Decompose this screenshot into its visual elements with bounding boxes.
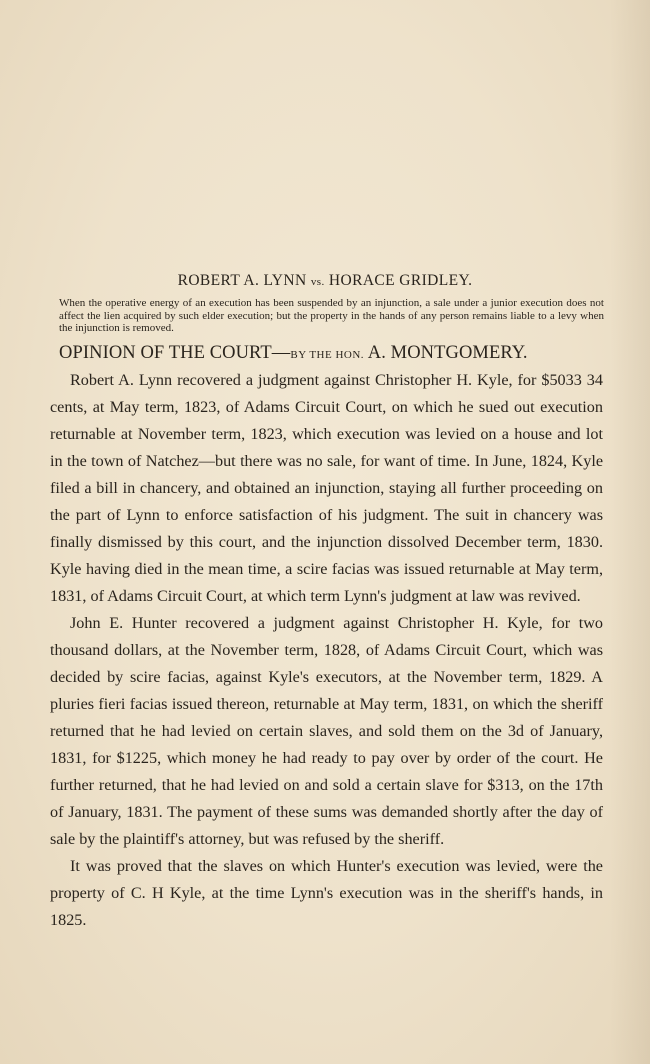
case-title-defendant: HORACE GRIDLEY. [328,272,473,289]
case-title-vs: vs. [310,276,325,288]
headnote: When the operative energy of an execution has been suspended by an injunction, a sale under a junior execution does not affect the lien acquired by such elder execution; but the property in the hands of any person remains liable to a levy when the injunction is removed. [59,297,604,334]
opinion-heading-judge: A. MONTGOMERY. [364,343,528,363]
paragraph: Robert A. Lynn recovered a judgment against Christopher H. Kyle, for $5033 34 cents, at May term, 1823, of Adams Circuit Court, on which he sued out execution returnable at November term, 1823, which execution was levied on a house and lot in the town of Natchez—but there was no sale, for want of time. In June, 1824, Kyle filed a bill in chancery, and obtained an injunction, staying all further proceeding on the part of Lynn to enforce satisfaction of his judgment. The suit in chancery was finally dismissed by this court, and the injunction dissolved December term, 1830. Kyle having died in the mean time, a scire facias was issued returnable at May term, 1831, of Adams Circuit Court, at which term Lynn's judgment at law was revived. [50,371,603,605]
opinion-heading-by: BY THE HON. [290,349,365,361]
opinion-body [50,367,603,934]
case-title-plaintiff: ROBERT A. LYNN [177,272,307,289]
paragraph: It was proved that the slaves on which Hunter's execution was levied, were the property of C. H Kyle, at the time Lynn's execution was in the sheriff's hands, in 1825. [50,857,603,929]
opinion-heading-main: OPINION OF THE COURT— [59,343,291,363]
opinion-heading [59,343,604,364]
page-edge-shadow [610,0,650,1064]
paragraph: John E. Hunter recovered a judgment against Christopher H. Kyle, for two thousand dollars, at the November term, 1828, of Adams Circuit Court, which was decided by scire facias, against Kyle's executors, at the November term, 1829. A pluries fieri facias issued thereon, returnable at May term, 1831, on which the sheriff returned that he had levied on certain slaves, and sold them on the 3d of January, 1831, for $1225, which money he had ready to pay over by order of the court. He further returned, that he had levied on and sold a certain slave for $313, on the 17th of January, 1831. The payment of these sums was demanded shortly after the day of sale by the plaintiff's attorney, but was refused by the sheriff. [50,614,603,848]
case-title [0,272,650,290]
